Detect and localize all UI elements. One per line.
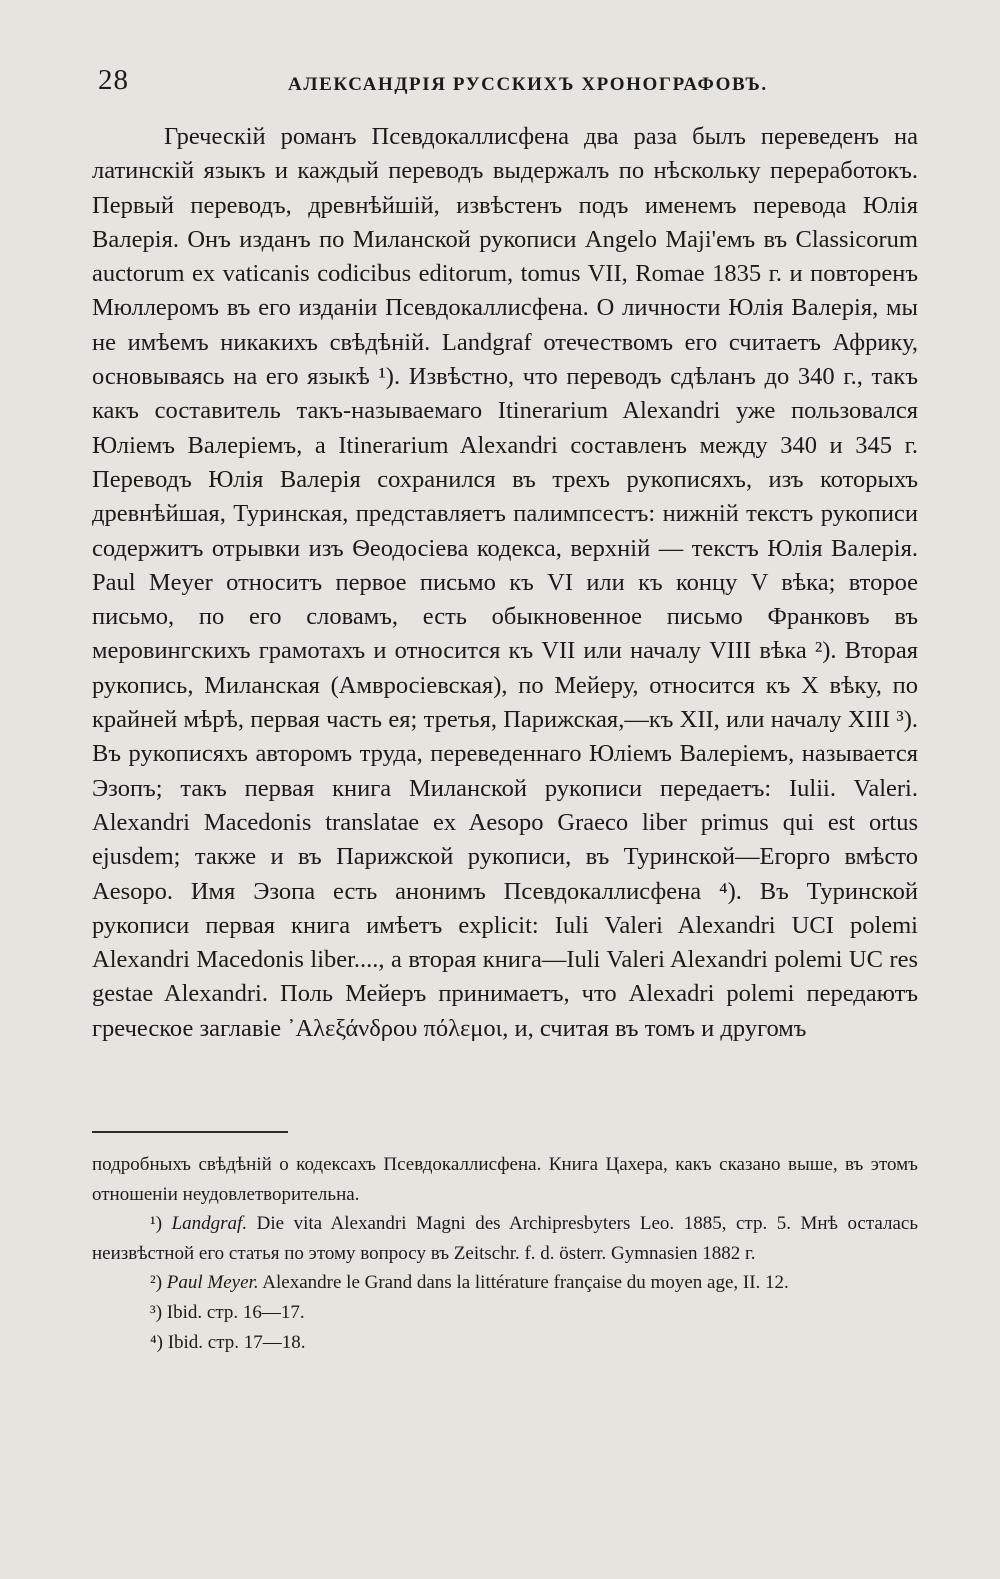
footnote-text: Ibid. стр. 17—18. (162, 1331, 306, 1353)
running-title: АЛЕКСАНДРІЯ РУССКИХЪ ХРОНОГРАФОВЪ. (288, 74, 768, 95)
footnote-divider (92, 1131, 288, 1133)
footnote-marker: ¹) (150, 1213, 163, 1235)
footnote-1 (92, 1209, 918, 1268)
footnote-marker: ²) (150, 1272, 163, 1294)
page-number: 28 (98, 64, 129, 96)
footnote-3 (92, 1298, 918, 1328)
main-text (92, 120, 918, 1046)
footnote-author: Landgraf. (171, 1213, 248, 1235)
footnotes (92, 1150, 918, 1357)
footnote-marker: ⁴) (150, 1331, 163, 1353)
footnote-author: Paul Meyer. (166, 1272, 259, 1294)
page-header (98, 60, 920, 100)
footnote-text: Ibid. стр. 16—17. (162, 1301, 305, 1323)
footnote-marker: ³) (150, 1301, 163, 1323)
body-paragraph: Греческій романъ Псевдокаллисфена два раза былъ переведенъ на латинскій языкъ и каждый переводъ выдержалъ по нѣскольку переработокъ. Первый переводъ, древнѣйшій, извѣстенъ подъ именемъ перевода Юлія Валерія. Онъ изданъ по Миланской рукописи Angelo Maji'емъ въ Classicorum auctorum ex vaticanis codicibus editorum, tomus VII, Romae 1835 г. и повторенъ Мюллеромъ въ его изданіи Псевдокаллисфена. О личности Юлія Валерія, мы не имѣемъ никакихъ свѣдѣній. Landgraf отечествомъ его считаетъ Африку, основываясь на его языкѣ ¹). Извѣстно, что переводъ сдѣланъ до 340 г., такъ какъ составитель такъ-называемаго Itinerarium Alexandri уже пользовался Юліемъ Валеріемъ, а Itinerarium Alexandri составленъ между 340 и 345 г. Переводъ Юлія Валерія сохранился въ трехъ рукописяхъ, изъ которыхъ древнѣйшая, Туринская, представляетъ палимпсестъ: нижній текстъ рукописи содержитъ отрывки изъ Ѳеодосіева кодекса, верхній — текстъ Юлія Валерія. Paul Meyer относитъ первое письмо къ VI или къ концу V вѣка; второе письмо, по его словамъ, есть обыкновенное письмо Франковъ въ меровингскихъ грамотахъ и относится къ VII или началу VIII вѣка ²). Вторая рукопись, Миланская (Амвросіевская), по Мейеру, относится къ X вѣку, по крайней мѣрѣ, первая часть ея; третья, Парижская,—къ XII, или началу XIII ³). Въ рукописяхъ авторомъ труда, переведеннаго Юліемъ Валеріемъ, называется Эзопъ; такъ первая книга Миланской рукописи передаетъ: Iulii. Valeri. Alexandri Macedonis translatae ex Aesopo Graeco liber primus qui est ortus ejusdem; также и въ Парижской рукописи, въ Туринской—Егорго вмѣсто Aesopo. Имя Эзопа есть анонимъ Псевдокаллисфена ⁴). Въ Туринской рукописи первая книга имѣетъ explicit: Iuli Valeri Alexandri UCI polemi Alexandri Macedonis liber...., а вторая книга—Iuli Valeri Alexandri polemi UC res gestae Alexandri. Поль Мейеръ принимаетъ, что Alexadri polemi передаютъ греческое заглавіе ᾿Αλεξάνδρου πόλεμοι, и, считая въ томъ и другомъ (92, 123, 918, 1042)
footnote-text: Alexandre le Grand dans la littérature française du moyen age, II. 12. (258, 1272, 789, 1294)
footnote-text: Die vita Alexandri Magni des Archipresbyters Leo. 1885, стр. 5. Мнѣ осталась неизвѣстной его статья по этому вопросу въ Zeitschr. f. d. österr. Gymnasien 1882 г. (92, 1213, 919, 1264)
footnote-carry-over: подробныхъ свѣдѣній о кодексахъ Псевдокаллисфена. Книга Цахера, какъ сказано выше, въ этомъ отношеніи неудовлетворительна. (92, 1154, 918, 1205)
footnote-2 (92, 1268, 918, 1298)
footnote-4 (92, 1328, 918, 1358)
